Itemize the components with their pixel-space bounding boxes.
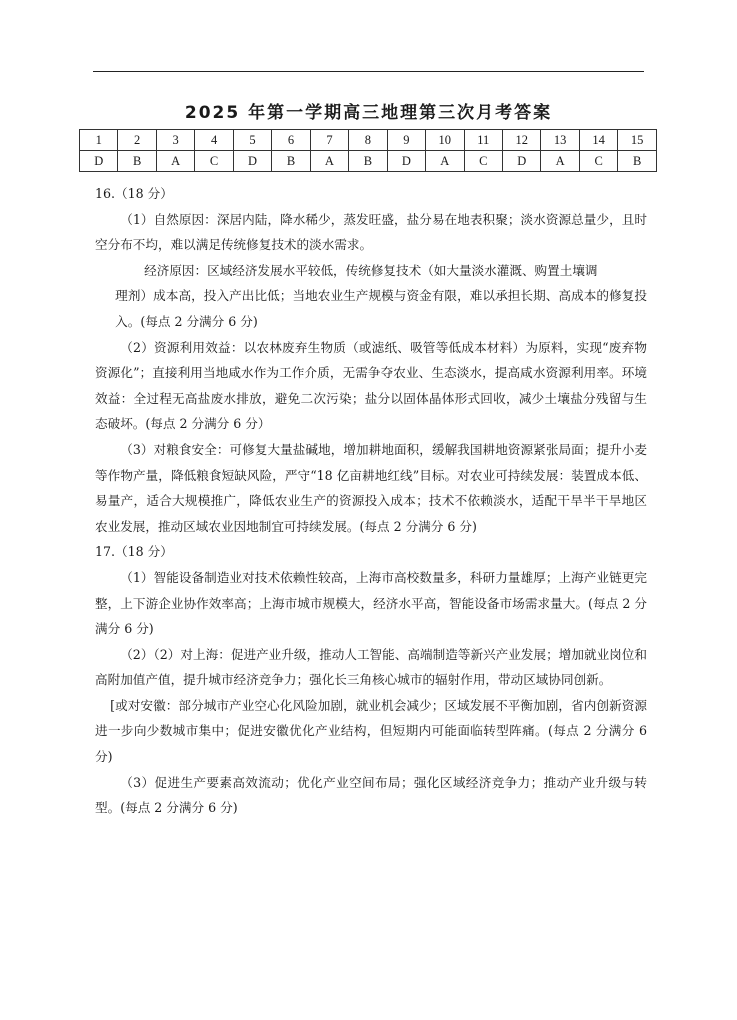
answer-cell: A — [156, 151, 194, 172]
answer-cell: A — [541, 151, 579, 172]
answer-cell: D — [233, 151, 271, 172]
question-number: 11 — [464, 130, 502, 151]
q16-economic-reason-continued: 理剂）成本高，投入产出比低；当地农业生产规模与资金有限，难以承担长期、高成本的修复投入。(每点 2 分满分 6 分) — [115, 288, 647, 329]
answer-cell: A — [310, 151, 348, 172]
answer-cell: D — [387, 151, 425, 172]
question-number: 9 — [387, 130, 425, 151]
question-number: 7 — [310, 130, 348, 151]
q16-part2-paragraph: （2）资源利用效益：以农林废弃生物质（或滤纸、吸管等低成本材料）为原料，实现“废弃物资源化”；直接利用当地咸水作为工作介质，无需争夺农业、生态淡水，提高咸水资源利用率。环境效益：全过程无高盐废水排放，避免二次污染；盐分以固体晶体形式回收，减少土壤盐分残留与生态破坏。(每点 2 分满分 6 分） — [95, 339, 647, 432]
question-number: 3 — [156, 130, 194, 151]
answer-row — [80, 151, 657, 172]
answer-cell: B — [349, 151, 387, 172]
question-number: 15 — [618, 130, 657, 151]
question-number: 5 — [233, 130, 271, 151]
answer-cell: C — [579, 151, 617, 172]
answer-cell: D — [80, 151, 118, 172]
question-number: 8 — [349, 130, 387, 151]
answer-table — [79, 129, 657, 172]
answer-cell: B — [618, 151, 657, 172]
question-number: 2 — [118, 130, 156, 151]
answer-cell: B — [118, 151, 156, 172]
answer-cell: B — [272, 151, 310, 172]
question-number: 4 — [195, 130, 233, 151]
answer-cell: D — [502, 151, 540, 172]
question-number: 12 — [502, 130, 540, 151]
q17-part3-paragraph: （3）促进生产要素高效流动；优化产业空间布局；强化区域经济竞争力；推动产业升级与转型。(每点 2 分满分 6 分) — [95, 774, 647, 816]
q17-part2-paragraph: （2）（2）对上海：促进产业升级，推动人工智能、高端制造等新兴产业发展；增加就业岗位和高附加值产值，提升城市经济竞争力；强化长三角核心城市的辐射作用，带动区域协同创新。 — [95, 646, 647, 688]
answer-content — [95, 181, 647, 821]
q17-part1-paragraph: （1）智能设备制造业对技术依赖性较高，上海市高校数量多，科研力量雄厚；上海产业链更完整，上下游企业协作效率高；上海市城市规模大，经济水平高，智能设备市场需求量大。(每点 2 分满分 6 分) — [95, 569, 647, 637]
question-number: 1 — [80, 130, 118, 151]
document-title: 2025 年第一学期高三地理第三次月考答案 — [184, 103, 553, 123]
q17-heading: 17.（18 分） — [95, 544, 173, 560]
question-number: 13 — [541, 130, 579, 151]
q16-part1-paragraph: （1）自然原因：深居内陆，降水稀少，蒸发旺盛，盐分易在地表积聚；淡水资源总量少，且时空分布不均，难以满足传统修复技术的淡水需求。 — [95, 211, 647, 253]
answer-cell: A — [426, 151, 464, 172]
answer-cell: C — [464, 151, 502, 172]
question-number-row — [80, 130, 657, 151]
q16-part3-paragraph: （3）对粮食安全：可修复大量盐碱地，增加耕地面积，缓解我国耕地资源紧张局面；提升小麦等作物产量，降低粮食短缺风险，严守“18 亿亩耕地红线”目标。对农业可持续发展：装置成本低、易量产，适合大规模推广，降低农业生产的资源投入成本；技术不依赖淡水，适配干旱半干旱地区农业发展，推动区域农业因地制宜可持续发展。(每点 2 分满分 6 分) — [95, 441, 647, 534]
q17-part2-alternative: [或对安徽：部分城市产业空心化风险加剧，就业机会减少；区域发展不平衡加剧，省内创新资源进一步向少数城市集中；促进安徽优化产业结构，但短期内可能面临转型阵痛。(每点 2 分满分 6 分) — [95, 697, 647, 765]
answer-cell: C — [195, 151, 233, 172]
q16-heading: 16.（18 分） — [95, 186, 173, 201]
question-number: 10 — [426, 130, 464, 151]
question-number: 14 — [579, 130, 617, 151]
top-rule — [93, 71, 644, 72]
q16-economic-reason-line: 经济原因：区域经济发展水平较低，传统修复技术（如大量淡水灌溉、购置土壤调 — [144, 262, 598, 278]
question-number: 6 — [272, 130, 310, 151]
